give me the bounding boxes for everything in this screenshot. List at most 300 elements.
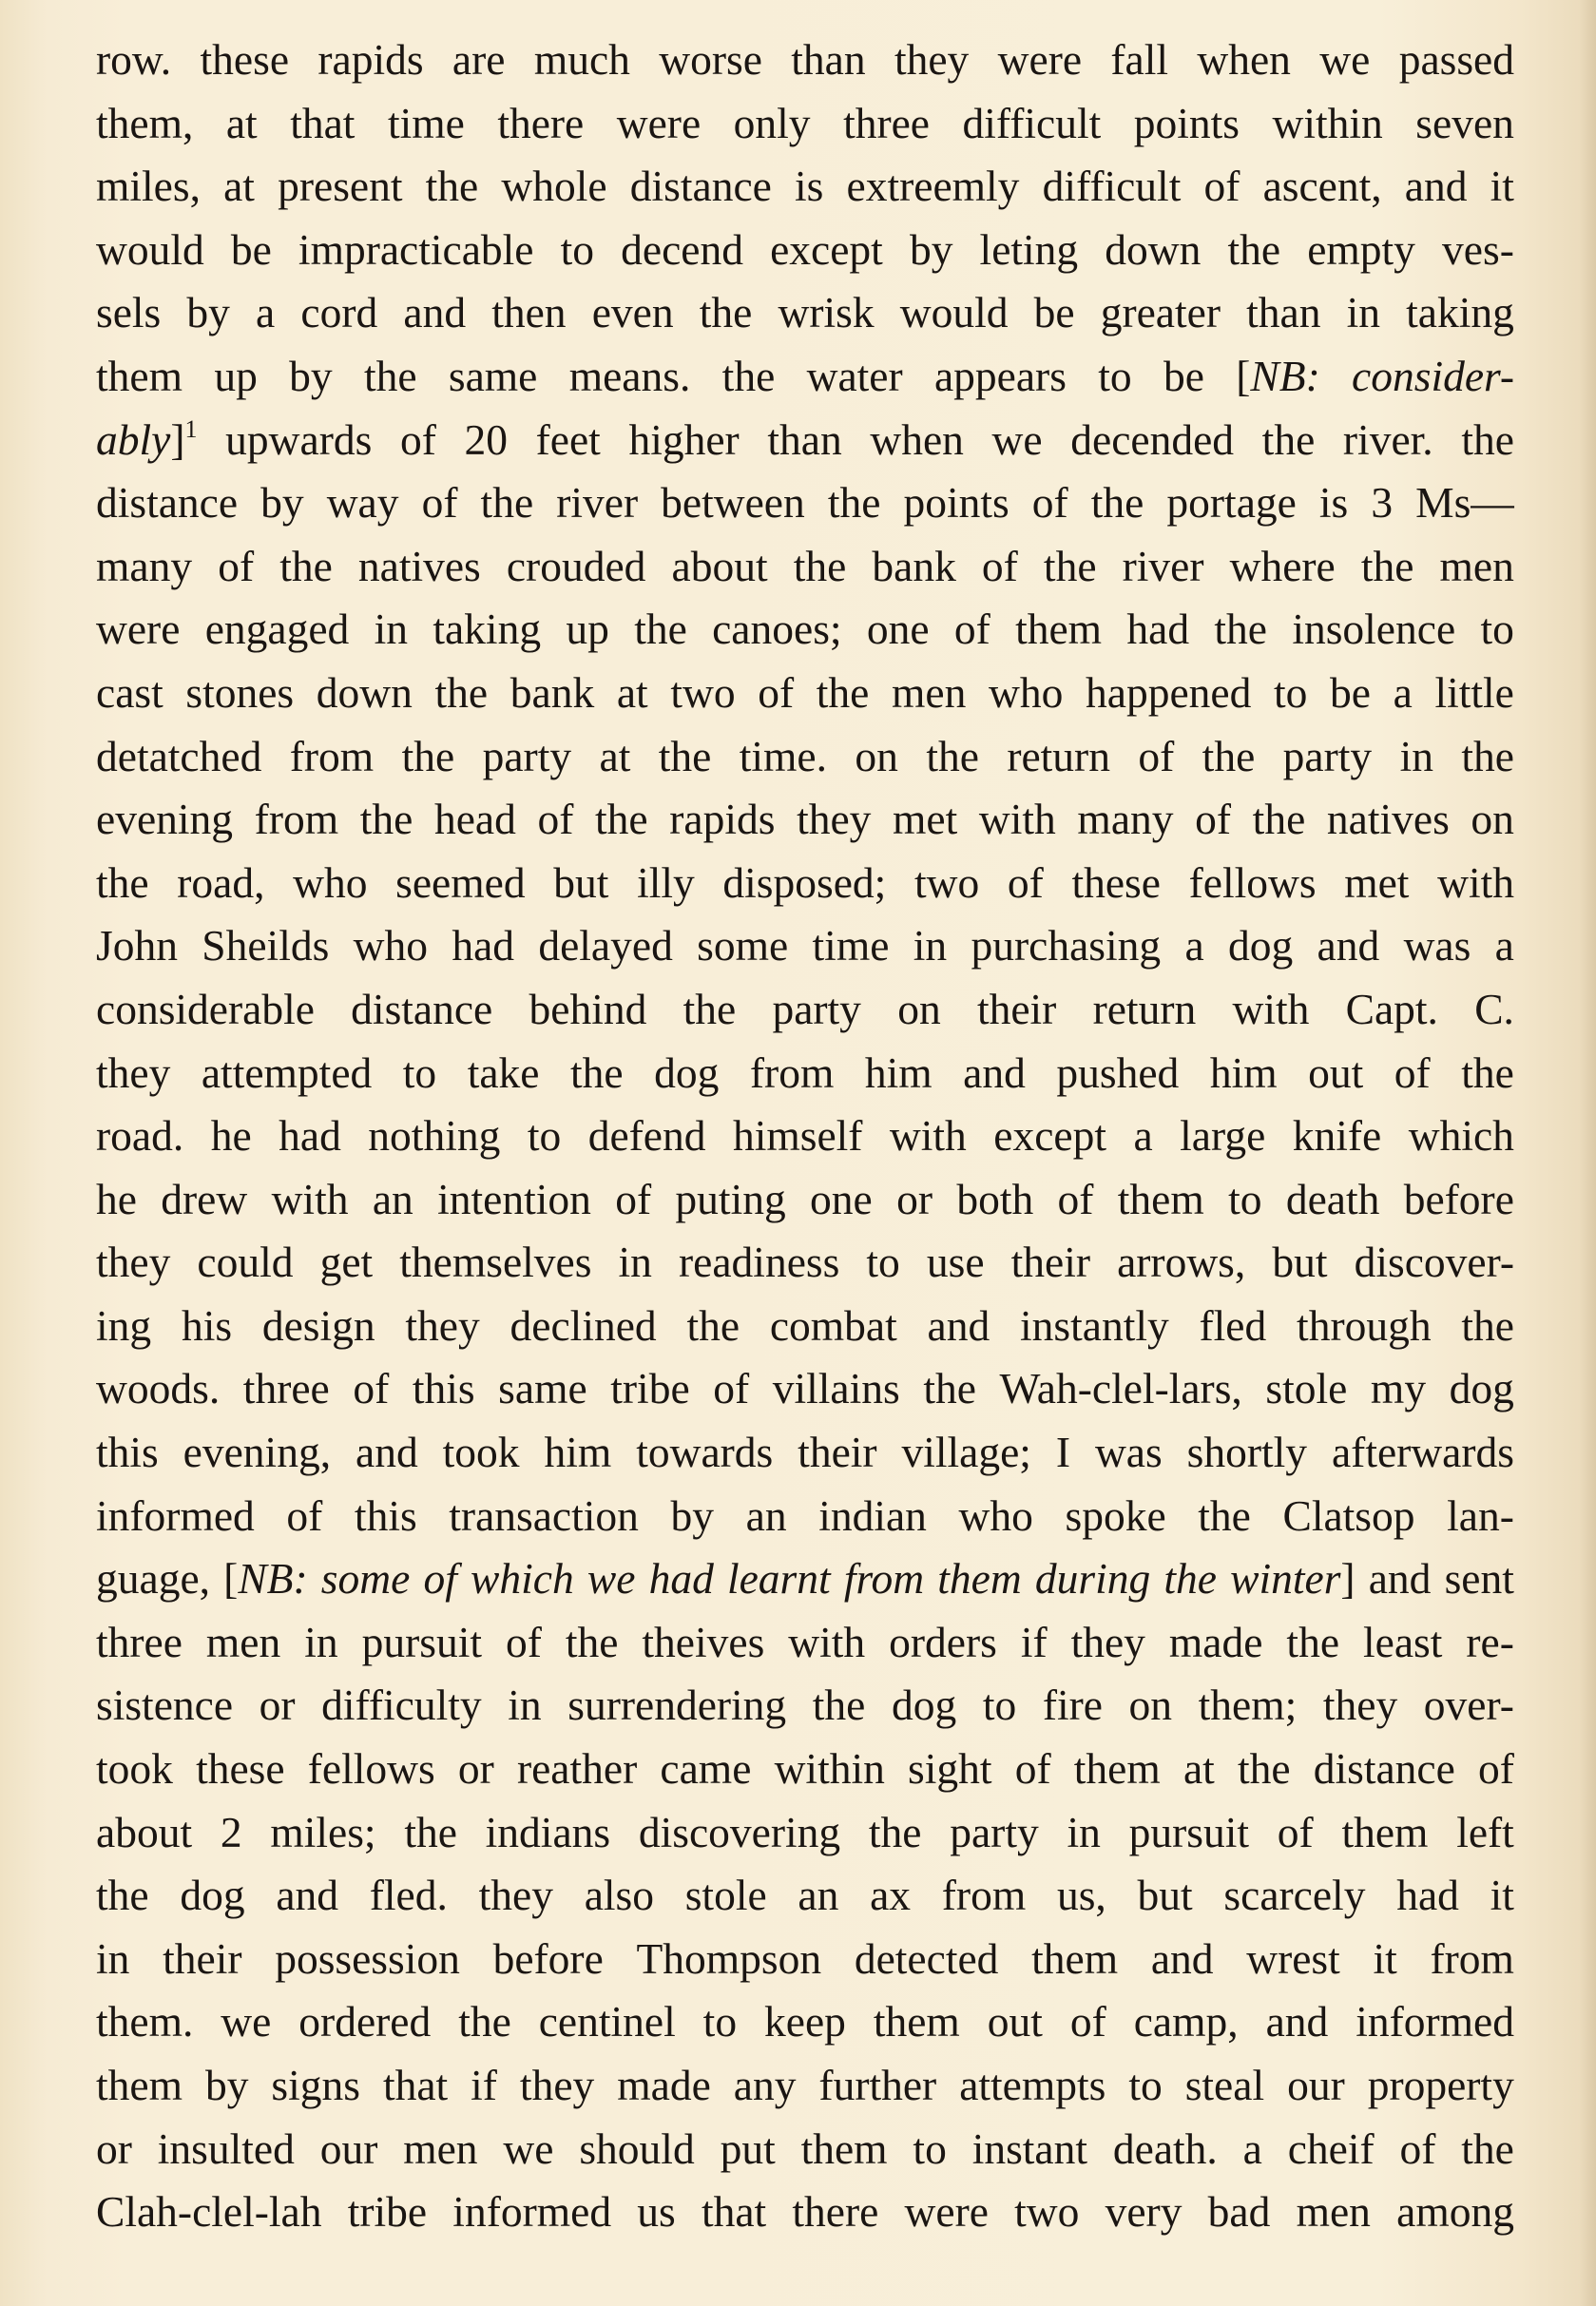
word: and: [927, 1300, 990, 1350]
text-line: [96, 1611, 1514, 1675]
word: and: [1265, 1997, 1329, 2047]
word: the: [595, 795, 648, 844]
word: there: [497, 98, 585, 147]
word: in: [374, 605, 409, 654]
word: them: [937, 1554, 1022, 1604]
text-line: [96, 1547, 1514, 1611]
word: there: [792, 2187, 879, 2237]
word: from: [254, 795, 339, 844]
word: evening,: [183, 1428, 332, 1477]
word: were: [904, 2187, 989, 2237]
word: intention: [437, 1174, 591, 1223]
text-line: [96, 471, 1514, 535]
word: their: [163, 1933, 242, 1983]
word: stole: [1265, 1364, 1348, 1413]
word: who: [353, 921, 428, 970]
text-line: [96, 978, 1514, 1042]
word: some: [320, 1554, 411, 1604]
word: woods.: [96, 1364, 221, 1413]
word: upwards: [225, 414, 373, 464]
word: in: [913, 921, 948, 970]
word: worse: [659, 35, 762, 84]
word: if: [1020, 1617, 1048, 1666]
word: them: [800, 2123, 888, 2173]
word: the: [1461, 731, 1514, 780]
word: party: [482, 731, 572, 780]
word: who: [958, 1490, 1033, 1540]
word: to: [982, 1681, 1017, 1730]
word: many: [96, 541, 193, 590]
word: use: [926, 1238, 985, 1287]
word: were: [616, 98, 702, 147]
word: from: [843, 1554, 925, 1604]
word: decended: [1070, 414, 1235, 464]
word: stole: [684, 1871, 767, 1920]
word: the: [404, 1807, 457, 1856]
word: the: [1043, 541, 1097, 590]
word: and: [1368, 1554, 1432, 1604]
word: to: [913, 2123, 947, 2173]
word: a: [1242, 2123, 1262, 2173]
word: or: [96, 2123, 132, 2173]
word: him: [864, 1047, 933, 1097]
word: canoes;: [712, 605, 842, 654]
word: they: [1070, 1617, 1145, 1666]
word: of: [505, 1617, 542, 1666]
word: difficult: [1042, 162, 1182, 211]
word: any: [733, 2061, 797, 2109]
word: Sheilds: [202, 921, 330, 970]
word: the: [96, 1871, 149, 1920]
word: only: [733, 98, 811, 147]
word: discover-: [1354, 1238, 1514, 1287]
word: a: [1393, 667, 1413, 717]
word: [NB:: [223, 1554, 308, 1604]
word: guage,: [96, 1554, 211, 1604]
word: feet: [535, 414, 601, 464]
word: and: [1150, 1933, 1214, 1983]
text-line: [96, 852, 1514, 915]
word: him: [1209, 1047, 1278, 1097]
word: bad: [1207, 2187, 1271, 2237]
word: insolence: [1292, 605, 1456, 654]
word: we: [221, 1997, 272, 2047]
word: 3: [1371, 478, 1394, 528]
word: by: [260, 478, 304, 528]
word: within: [774, 1744, 885, 1794]
word: but: [1272, 1238, 1328, 1287]
word: village;: [901, 1428, 1031, 1477]
word: came: [660, 1744, 752, 1794]
word: sistence: [96, 1681, 234, 1730]
word: up: [566, 605, 609, 654]
word: attempted: [201, 1047, 373, 1097]
word: purchasing: [971, 921, 1162, 970]
word: to: [1098, 351, 1132, 400]
word: one: [866, 605, 930, 654]
word: the: [926, 731, 979, 780]
word: that: [290, 98, 356, 147]
word: two: [913, 857, 980, 907]
word: difficulty: [321, 1681, 482, 1730]
word: the: [458, 1997, 511, 2047]
word: with: [1437, 857, 1514, 907]
word: with: [978, 795, 1056, 844]
word: death.: [1112, 2123, 1218, 2173]
word: Clatsop: [1282, 1490, 1415, 1540]
word: dog: [180, 1871, 245, 1920]
word: return: [1007, 731, 1110, 780]
word: they: [1322, 1681, 1398, 1730]
word: behind: [529, 984, 647, 1033]
word: who: [989, 667, 1064, 717]
word: many: [1077, 795, 1174, 844]
word: to: [1480, 605, 1514, 654]
word: the: [1198, 1490, 1251, 1540]
word: ordered: [298, 1997, 432, 2047]
word: by: [289, 351, 333, 400]
word: cheif: [1287, 2123, 1375, 2173]
word: our: [319, 2123, 378, 2173]
text-line: [96, 1421, 1514, 1485]
word: the: [279, 541, 333, 590]
word: the: [480, 478, 534, 528]
word: fellows: [1188, 857, 1317, 907]
word: them.: [96, 1997, 194, 2047]
word: except: [770, 224, 883, 274]
word: the: [1286, 1617, 1340, 1666]
word: men: [403, 2123, 478, 2173]
word: to: [866, 1238, 900, 1287]
word: towards: [636, 1428, 774, 1477]
word: the: [1461, 2123, 1514, 2173]
word: with: [788, 1617, 866, 1666]
word: out: [987, 1997, 1043, 2047]
word: the: [686, 1300, 740, 1350]
text-line: [96, 598, 1514, 662]
word: were: [997, 35, 1083, 84]
word: with: [271, 1174, 349, 1223]
word: river: [556, 478, 639, 528]
word: of: [713, 1364, 750, 1413]
word: it: [1490, 162, 1514, 211]
word: had: [648, 1554, 714, 1604]
word: the: [434, 667, 489, 717]
word: of: [286, 1490, 323, 1540]
word: in: [1067, 1807, 1101, 1856]
word: indian: [818, 1490, 927, 1540]
word: in: [1346, 288, 1381, 337]
word: also: [584, 1871, 654, 1920]
word: detected: [854, 1933, 999, 1983]
word: that: [701, 2187, 767, 2237]
word: puting: [675, 1174, 786, 1223]
word: of: [1399, 2123, 1436, 2173]
word: us: [637, 2187, 676, 2237]
word: them: [96, 2061, 183, 2109]
word: bank: [510, 667, 595, 717]
word: re-: [1466, 1617, 1514, 1666]
word: way: [326, 478, 399, 528]
word: be: [1033, 288, 1075, 337]
word: at: [599, 731, 631, 780]
word: the: [1360, 541, 1414, 590]
word: met: [1344, 857, 1410, 907]
word: the: [923, 1364, 976, 1413]
word: him: [544, 1428, 612, 1477]
word: learnt: [726, 1554, 831, 1604]
word: to: [560, 224, 595, 274]
word: to: [702, 1997, 738, 2047]
word: get: [319, 1238, 374, 1287]
word: my: [1370, 1364, 1427, 1413]
word: the: [359, 795, 413, 844]
word: them: [1117, 1174, 1204, 1223]
word: them,: [96, 98, 194, 147]
word: sels: [96, 288, 162, 337]
word: the: [699, 288, 753, 337]
word: means.: [568, 351, 691, 400]
word: water: [806, 351, 903, 400]
word: of: [953, 605, 990, 654]
word: to: [1273, 667, 1308, 717]
word: the: [1214, 605, 1267, 654]
word: men: [1296, 2187, 1371, 2237]
word: down: [316, 667, 413, 717]
word: Wah-clel-lars,: [999, 1364, 1242, 1413]
word: design: [261, 1300, 375, 1350]
word: is: [1318, 478, 1349, 528]
word: the: [1252, 795, 1306, 844]
word: attempts: [959, 2061, 1106, 2109]
word: three: [843, 98, 930, 147]
word: villains: [772, 1364, 900, 1413]
word: the: [565, 1617, 619, 1666]
word: and: [963, 1047, 1026, 1097]
word: them: [1031, 1933, 1119, 1983]
word: the: [425, 162, 479, 211]
text-line: [96, 155, 1514, 219]
word: fled.: [369, 1871, 448, 1920]
word: except: [993, 1111, 1107, 1161]
word: when: [1197, 35, 1291, 84]
word: in: [618, 1238, 652, 1287]
word: us,: [1056, 1871, 1106, 1920]
word: of: [1203, 162, 1240, 211]
word: are: [452, 35, 506, 84]
word: between: [661, 478, 805, 528]
word: the: [816, 667, 870, 717]
word: present: [278, 162, 403, 211]
word: the: [683, 984, 737, 1033]
word: steal: [1184, 2061, 1265, 2109]
word: and: [403, 288, 467, 337]
word: pushed: [1056, 1047, 1180, 1097]
word: distance: [96, 478, 239, 528]
word: of: [537, 795, 574, 844]
word: combat: [769, 1300, 897, 1350]
word: pursuit: [1128, 1807, 1250, 1856]
word: then: [491, 288, 567, 337]
word: delayed: [538, 921, 673, 970]
word: dog: [1227, 921, 1294, 970]
word: property: [1367, 2061, 1514, 2109]
word: death: [1285, 1174, 1380, 1223]
word: the: [812, 1681, 866, 1730]
word: up: [214, 351, 258, 400]
word: them: [1073, 1744, 1161, 1794]
word: it: [1373, 1933, 1397, 1983]
word: an: [798, 1871, 839, 1920]
word: by: [204, 2061, 249, 2109]
text-line: [96, 1168, 1514, 1232]
word: possession: [275, 1933, 460, 1983]
word: happened: [1086, 667, 1252, 717]
word: with: [1232, 984, 1310, 1033]
word: by: [909, 224, 953, 274]
word: scarcely: [1223, 1871, 1366, 1920]
word: which: [1408, 1111, 1514, 1161]
word: sight: [908, 1744, 992, 1794]
word: illy: [637, 857, 695, 907]
word: was: [1094, 1428, 1163, 1477]
body-text: [96, 29, 1514, 2244]
word: them: [873, 1997, 960, 2047]
word: tribe: [610, 1364, 690, 1413]
word: in: [96, 1933, 130, 1983]
word: transaction: [449, 1490, 639, 1540]
word: on: [855, 731, 898, 780]
word: when: [870, 414, 964, 464]
word: had: [1396, 1871, 1459, 1920]
word: appears: [933, 351, 1067, 400]
word: be: [1163, 351, 1204, 400]
word: than: [791, 35, 866, 84]
word: much: [533, 35, 630, 84]
word: but: [553, 857, 609, 907]
word: to: [1228, 1174, 1262, 1223]
word: ing: [96, 1300, 152, 1350]
word: before: [1403, 1174, 1514, 1223]
word: sent: [1444, 1554, 1514, 1604]
word: this: [354, 1490, 417, 1540]
word: take: [467, 1047, 540, 1097]
word: three: [242, 1364, 330, 1413]
word: time: [387, 98, 465, 147]
word: seemed: [395, 857, 526, 907]
word: these: [196, 1744, 285, 1794]
word: centinel: [538, 1997, 676, 2047]
word: the: [827, 478, 881, 528]
word: the: [1261, 414, 1316, 464]
word: over-: [1423, 1681, 1514, 1730]
word: put: [720, 2123, 776, 2173]
word: very: [1105, 2187, 1183, 2237]
word: of: [421, 478, 458, 528]
word: he: [96, 1174, 137, 1223]
text-line: [96, 1485, 1514, 1548]
word: stones: [185, 667, 295, 717]
word: these: [200, 35, 290, 84]
word: made: [617, 2061, 711, 2109]
text-line: [96, 662, 1514, 725]
text-line: [96, 1738, 1514, 1801]
word: reather: [516, 1744, 638, 1794]
word: ax: [870, 1871, 912, 1920]
word: Capt.: [1345, 984, 1438, 1033]
word: indians: [485, 1807, 611, 1856]
word: C.: [1474, 984, 1514, 1033]
word: 20: [464, 414, 508, 464]
word: to: [527, 1111, 562, 1161]
text-line: [96, 535, 1514, 599]
word: same: [498, 1364, 587, 1413]
word: were: [96, 605, 181, 654]
word: be: [230, 224, 272, 274]
word: a: [1494, 921, 1514, 970]
text-line: [96, 1801, 1514, 1865]
word: cast: [96, 667, 163, 717]
text-line: [96, 2181, 1514, 2244]
word: detatched: [96, 731, 262, 780]
word: who: [293, 857, 368, 907]
word: about: [671, 541, 768, 590]
word: they: [894, 35, 970, 84]
word: from: [1430, 1933, 1514, 1983]
word: of: [615, 1174, 652, 1223]
word: of: [1007, 857, 1044, 907]
word: higher: [628, 414, 740, 464]
word: which: [471, 1554, 574, 1604]
word: an: [372, 1174, 413, 1223]
word: informed: [1356, 1997, 1514, 2047]
word: we: [586, 1554, 636, 1604]
word: they: [519, 2061, 595, 2109]
word: the: [96, 857, 149, 907]
word: party: [1282, 731, 1373, 780]
word: they: [96, 1047, 171, 1097]
word: instant: [971, 2123, 1088, 2173]
text-line: [96, 1231, 1514, 1295]
word: of: [1394, 1047, 1431, 1097]
word: Clah-clel-lah: [96, 2187, 322, 2237]
word: than: [1246, 288, 1321, 337]
word: crouded: [506, 541, 646, 590]
word: they: [478, 1871, 553, 1920]
word: our: [1287, 2061, 1345, 2109]
word: had: [452, 921, 515, 970]
word: of: [758, 667, 795, 717]
word: row.: [96, 35, 172, 84]
word: Thompson: [636, 1933, 822, 1983]
word: two: [1014, 2187, 1080, 2237]
text-line: [96, 1674, 1514, 1738]
word: a: [1184, 921, 1204, 970]
word: from: [289, 731, 375, 780]
word: of: [1195, 795, 1232, 844]
word: rapids: [317, 35, 424, 84]
word: instantly: [1020, 1300, 1169, 1350]
word: extreemly: [846, 162, 1020, 211]
word: fall: [1110, 35, 1169, 84]
word: fellows: [307, 1744, 435, 1794]
word: they: [797, 795, 872, 844]
word: ves-: [1442, 224, 1514, 274]
word: the: [868, 1807, 922, 1856]
word: of: [1277, 1807, 1314, 1856]
word: in: [508, 1681, 542, 1730]
word: points: [903, 478, 1010, 528]
